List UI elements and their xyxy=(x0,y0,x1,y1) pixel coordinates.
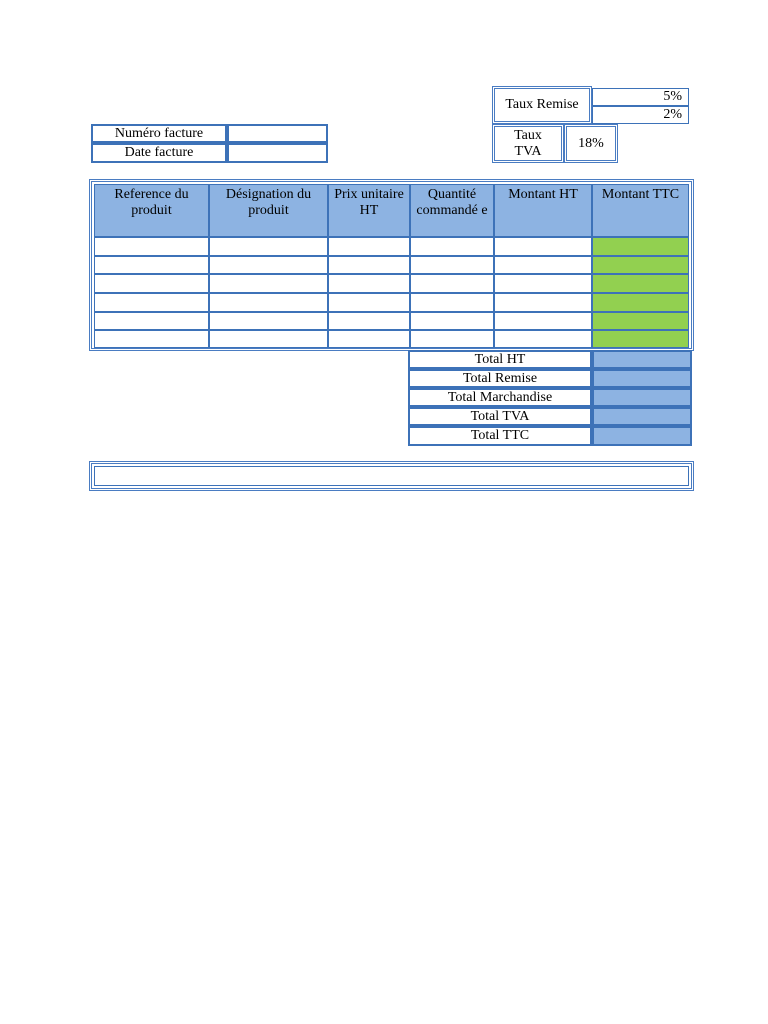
cell-montant-ttc[interactable] xyxy=(592,312,689,330)
cell-designation[interactable] xyxy=(209,293,328,312)
header-montant-ht: Montant HT xyxy=(494,184,592,237)
cell-prix[interactable] xyxy=(328,293,410,312)
remise-value-1[interactable]: 5% xyxy=(592,88,689,106)
cell-prix[interactable] xyxy=(328,256,410,274)
total-ttc-value[interactable] xyxy=(592,426,692,446)
cell-designation[interactable] xyxy=(209,237,328,256)
invoice-number-field[interactable] xyxy=(227,124,328,143)
header-montant-ttc: Montant TTC xyxy=(592,184,689,237)
header-prix-unitaire: Prix unitaire HT xyxy=(328,184,410,237)
cell-montant-ttc[interactable] xyxy=(592,256,689,274)
cell-prix[interactable] xyxy=(328,237,410,256)
total-tva-label: Total TVA xyxy=(408,407,592,426)
cell-prix[interactable] xyxy=(328,330,410,348)
remise-label: Taux Remise xyxy=(492,86,592,124)
total-ht-value[interactable] xyxy=(592,350,692,369)
total-remise-value[interactable] xyxy=(592,369,692,388)
cell-designation[interactable] xyxy=(209,274,328,293)
cell-quantite[interactable] xyxy=(410,312,494,330)
cell-quantite[interactable] xyxy=(410,293,494,312)
footer-note-box[interactable] xyxy=(89,461,694,491)
header-quantite: Quantité commandé e xyxy=(410,184,494,237)
items-table xyxy=(89,179,694,351)
cell-quantite[interactable] xyxy=(410,237,494,256)
cell-quantite[interactable] xyxy=(410,330,494,348)
cell-montant-ttc[interactable] xyxy=(592,237,689,256)
total-marchandise-label: Total Marchandise xyxy=(408,388,592,407)
cell-quantite[interactable] xyxy=(410,256,494,274)
total-remise-label: Total Remise xyxy=(408,369,592,388)
cell-montant-ht[interactable] xyxy=(494,312,592,330)
cell-reference[interactable] xyxy=(94,256,209,274)
cell-montant-ht[interactable] xyxy=(494,237,592,256)
cell-designation[interactable] xyxy=(209,330,328,348)
cell-montant-ttc[interactable] xyxy=(592,330,689,348)
cell-montant-ht[interactable] xyxy=(494,256,592,274)
total-ttc-label: Total TTC xyxy=(408,426,592,446)
cell-reference[interactable] xyxy=(94,237,209,256)
header-designation: Désignation du produit xyxy=(209,184,328,237)
tva-label-text: Taux TVA xyxy=(514,127,542,159)
cell-prix[interactable] xyxy=(328,274,410,293)
remise-value-2[interactable]: 2% xyxy=(592,106,689,124)
tva-label xyxy=(492,124,564,163)
rates-block xyxy=(492,86,692,163)
cell-reference[interactable] xyxy=(94,274,209,293)
cell-montant-ht[interactable] xyxy=(494,293,592,312)
cell-montant-ht[interactable] xyxy=(494,274,592,293)
tva-value[interactable]: 18% xyxy=(564,124,618,163)
cell-prix[interactable] xyxy=(328,312,410,330)
cell-reference[interactable] xyxy=(94,293,209,312)
total-ht-label: Total HT xyxy=(408,350,592,369)
totals-block xyxy=(408,350,692,446)
cell-designation[interactable] xyxy=(209,312,328,330)
cell-designation[interactable] xyxy=(209,256,328,274)
cell-montant-ht[interactable] xyxy=(494,330,592,348)
footer-note-field[interactable] xyxy=(94,466,689,486)
cell-montant-ttc[interactable] xyxy=(592,293,689,312)
total-marchandise-value[interactable] xyxy=(592,388,692,407)
cell-reference[interactable] xyxy=(94,312,209,330)
cell-montant-ttc[interactable] xyxy=(592,274,689,293)
invoice-date-label: Date facture xyxy=(91,143,227,163)
cell-reference[interactable] xyxy=(94,330,209,348)
header-reference: Reference du produit xyxy=(94,184,209,237)
cell-quantite[interactable] xyxy=(410,274,494,293)
invoice-info xyxy=(91,124,328,163)
total-tva-value[interactable] xyxy=(592,407,692,426)
invoice-date-field[interactable] xyxy=(227,143,328,163)
invoice-number-label: Numéro facture xyxy=(91,124,227,143)
